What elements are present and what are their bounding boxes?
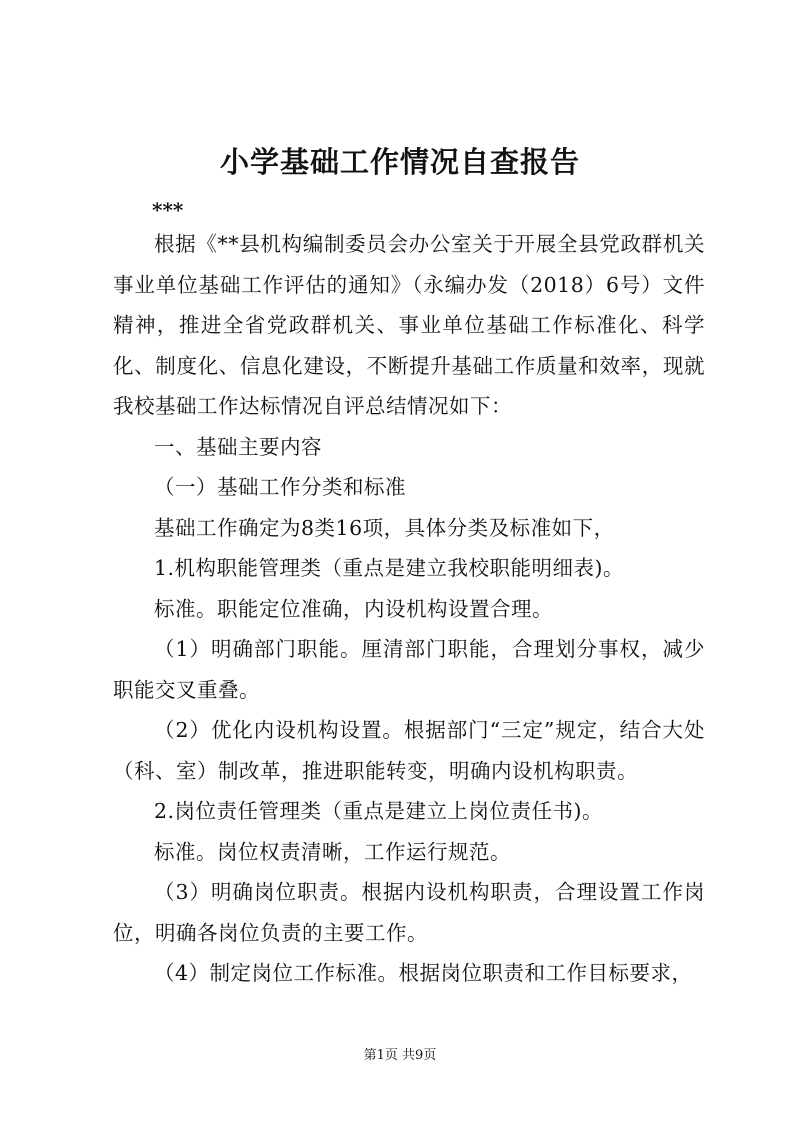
subsection-heading: （一）基础工作分类和标准 xyxy=(154,475,406,499)
list-item: （3）明确岗位职责。根据内设机构职责，合理设置工作岗位，明确各岗位负责的主要工作。 xyxy=(113,880,705,945)
page-number-footer: 第1页 共9页 xyxy=(363,1048,437,1063)
list-item: 2.岗位责任管理类（重点是建立上岗位责任书)。 xyxy=(154,799,604,823)
paragraph: 标准。职能定位准确，内设机构设置合理。 xyxy=(154,596,553,621)
paragraph: 标准。岗位权责清晰，工作运行规范。 xyxy=(154,839,511,864)
list-item: 1.机构职能管理类（重点是建立我校职能明细表)。 xyxy=(154,556,625,580)
paragraph: 基础工作确定为8类16项，具体分类及标准如下， xyxy=(154,515,615,540)
list-item: （4）制定岗位工作标准。根据岗位职责和工作目标要求， xyxy=(154,961,693,985)
list-item: （2）优化内设机构设置。根据部门“三定”规定，结合大处（科、室）制改革，推进职能转变，明确内设机构职责。 xyxy=(113,718,705,783)
list-item: （1）明确部门职能。厘清部门职能，合理划分事权，减少职能交叉重叠。 xyxy=(113,637,705,702)
document-author: *** xyxy=(152,198,184,222)
document-body xyxy=(113,224,705,994)
paragraph: 根据《**县机构编制委员会办公室关于开展全县党政群机关事业单位基础工作评估的通知》（永编办发（2018）6号）文件精神，推进全省党政群机关、事业单位基础工作标准化、科学化、制度化、信息化建设，不断提升基础工作质量和效率，现就我校基础工作达标情况自评总结情况如下： xyxy=(113,232,705,418)
document-title: 小学基础工作情况自查报告 xyxy=(219,145,580,179)
section-heading: 一、基础主要内容 xyxy=(154,434,322,459)
